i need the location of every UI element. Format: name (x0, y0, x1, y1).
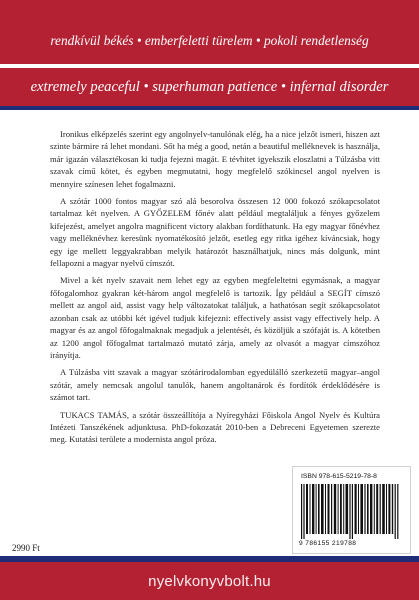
author-bio: TUKACS TAMÁS, a szótár összeállítója a Nyíregyházi Főiskola Angol Nyelv és Kultúra Intézeti Tanszékének adjunktusa. PhD-fokozatát 2010-ben a Debreceni Egyetemen szerezte meg. Kutatási területe a modernista angol próza. (50, 409, 380, 445)
blurb-paragraph-3: Mivel a két nyelv szavait nem lehet egy az egyben megfeleltetni egymásnak, a magyar főfogalomhoz gyakran két-három angol megfelelő is tartozik. Így például a SEGÍT címszó mellett az angol aid, assist vagy help változatokat találjuk, a hathatósan segít szókapcsolatot azonban csak az utóbbi két igével tudjuk kifejezni: effectively assist vagy effectively help. A magyar és az angol főfogalmaknak megadjuk a jelentését, és közöljük a szófaját is. A kötetben az 1200 angol főfogalmat tartalmazó mutató zárja, amely az olvasót a magyar címszóhoz irányítja. (50, 275, 380, 360)
barcode-box (292, 466, 411, 554)
barcode-digits: 9 786155 219788 (299, 540, 357, 547)
header-phrases-hungarian: rendkívül békés • emberfeletti türelem • pokoli rendetlenség (50, 33, 369, 48)
blurb-paragraph-2: A szótár 1000 fontos magyar szó alá besorolva összesen 12 000 fokozó szókapcsolatot tartalmaz két nyelven. A GYŐZELEM főnév alatt például megtaláljuk a fényes győzelem kifejezést, amelyet angolra magnificent victory alakban fordíthatunk. Ha egy magyar főnévhez vagy melléknévhez keresünk nyomatékosító jelzőt, esetleg egy ritka igéhez kíváncsiak, hogy egy ige mellett leggyakrabban melyik határozót használhatjuk, nincs más dolgunk, mint fellapozni a magyar nyelvű címszót. (50, 196, 380, 269)
watermark-text: nyelvkonyvbolt.hu (148, 573, 271, 590)
blurb-paragraph-1: Ironikus elképzelés szerint egy angolnyelv-tanulónak elég, ha a nice jelzőt ismeri, hiszen azt szinte bármire rá lehet mondani. Sőt ha még a good, netán a beautiful melléknevek is használja, már igazán választékosan ki tudja fejezni magát. E tévhitet igyekszik eloszlatni a Túlzásba vitt szavak című kötet, és egyben megmutatni, hogy megfelelő szókincsel angol nyelven is mennyire színesen lehet fogalmazni. (50, 129, 380, 189)
blurb-text (50, 128, 380, 451)
price-label: 2990 Ft (12, 543, 40, 553)
header-phrases-english: extremely peaceful • superhuman patience • infernal disorder (30, 79, 389, 95)
header-divider (0, 64, 419, 68)
barcode-icon (301, 484, 401, 539)
blurb-paragraph-4: A Túlzásba vitt szavak a magyar szótárirodalomban egyedülálló szerkezetű magyar–angol szótár, amely nemcsak angolul tanulók, hanem angoltanárok és fordítók érdeklődésére is számot tart. (50, 367, 380, 403)
isbn-label: ISBN 978-615-5219-78-8 (301, 473, 377, 480)
